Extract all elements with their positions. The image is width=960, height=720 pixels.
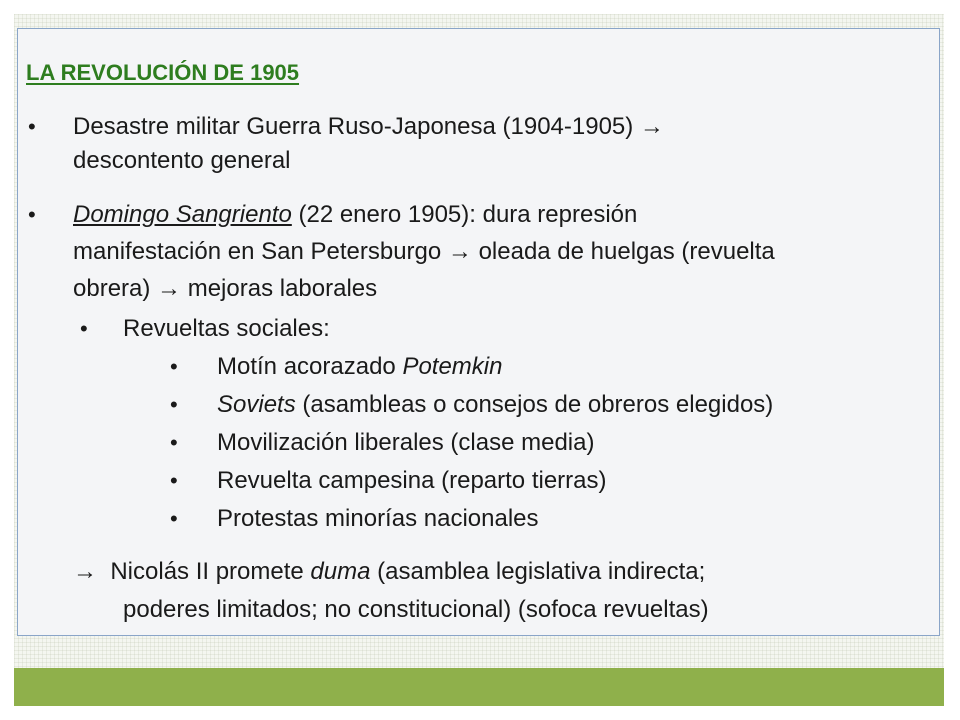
item1-line1: Desastre militar Guerra Ruso-Japonesa (1904-1905) → <box>73 113 664 140</box>
social-item: Revuelta campesina (reparto tierras) <box>217 467 607 494</box>
item2-line1 <box>73 196 637 233</box>
bullet-icon: • <box>170 430 178 455</box>
social-heading: Revueltas sociales: <box>123 315 330 342</box>
item1-line2: descontento general <box>73 147 291 174</box>
item2-line2: manifestación en San Petersburgo → oleada de huelgas (revuelta <box>73 238 775 265</box>
bullet-icon: • <box>170 468 178 493</box>
conclusion-line2: poderes limitados; no constitucional) (sofoca revueltas) <box>123 596 709 623</box>
social-item: Movilización liberales (clase media) <box>217 429 595 456</box>
social-item: Soviets (asambleas o consejos de obreros elegidos) <box>217 391 774 418</box>
bullet-icon: • <box>170 392 178 417</box>
conclusion-line1: → Nicolás II promete duma (asamblea legislativa indirecta; <box>73 558 706 585</box>
arrow-icon: → <box>73 558 97 585</box>
item2-line1-rest: (22 enero 1905): dura represión <box>291 201 638 228</box>
social-item: Motín acorazado Potemkin <box>217 353 503 380</box>
item2-term: Domingo Sangriento <box>73 201 292 228</box>
slide-title: LA REVOLUCIÓN DE 1905 <box>26 60 300 85</box>
item2-line3: obrera) → mejoras laborales <box>73 275 378 302</box>
footer-bar <box>14 668 944 706</box>
bullet-icon: • <box>28 202 36 227</box>
social-item: Protestas minorías nacionales <box>217 505 539 532</box>
bullet-icon: • <box>170 354 178 379</box>
bullet-icon: • <box>170 506 178 531</box>
bullet-icon: • <box>28 114 36 139</box>
bullet-icon: • <box>80 316 88 341</box>
